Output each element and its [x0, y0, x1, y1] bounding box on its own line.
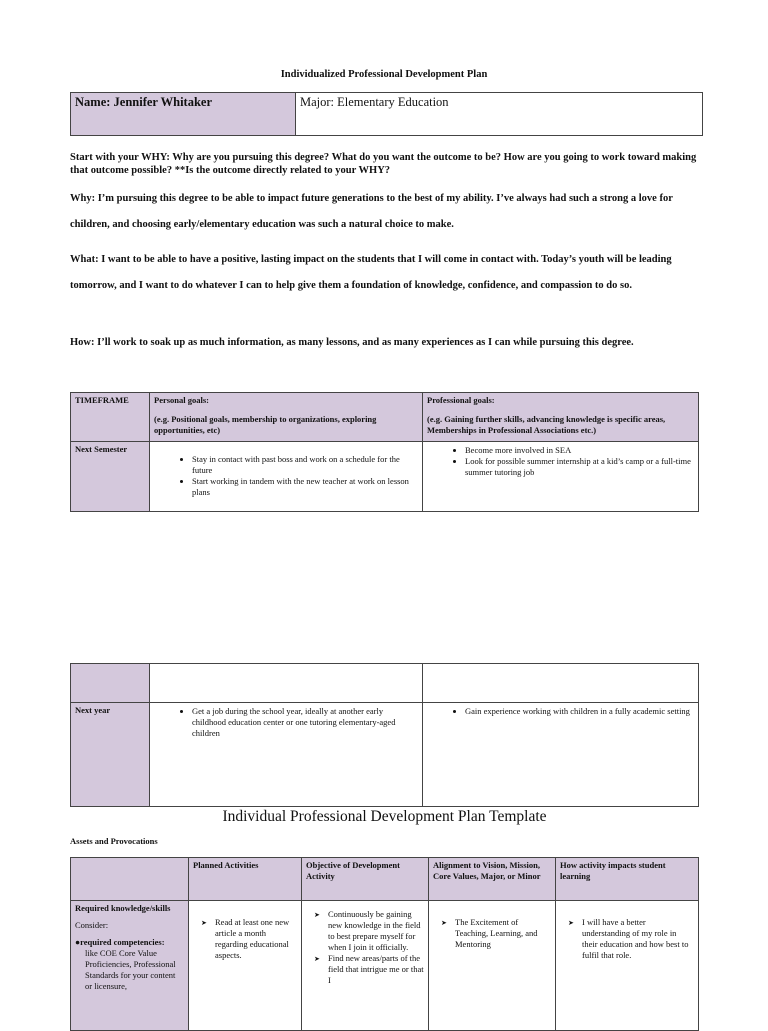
list-item: • Stay in contact with past boss and work on a schedule for the future	[192, 454, 418, 476]
list-item: • Start working in tandem with the new teacher at work on lesson plans	[192, 476, 418, 498]
list-item: ➤ The Excitement of Teaching, Learning, and Mentoring	[455, 917, 551, 950]
required-knowledge-label: Required knowledge/skills	[75, 903, 171, 913]
personal-goals-example: (e.g. Positional goals, membership to organizations, exploring opportunities, etc)	[154, 414, 377, 435]
list-item: • Gain experience working with children in a fully academic setting	[465, 706, 694, 717]
required-competencies: ●required competencies:	[75, 937, 165, 947]
header-alignment: Alignment to Vision, Mission, Core Values, Major, or Minor	[429, 858, 556, 901]
next-semester-label: Next Semester	[71, 442, 150, 512]
empty-cell	[423, 664, 699, 703]
timeframe-header: TIMEFRAME	[71, 393, 150, 442]
competencies-detail: like COE Core Value Proficiencies, Professional Standards for your content or licensure,	[85, 948, 176, 991]
goals-table-continued	[70, 663, 699, 807]
why-prompt: Start with your WHY: Why are you pursuing this degree? What do you want the outcome to be? How are you going to work toward making that outcome possible? **Is the outcome directly related to your WHY?	[70, 152, 697, 176]
assets-heading: Assets and Provocations	[70, 836, 158, 846]
student-name: Name: Jennifer Whitaker	[71, 93, 296, 136]
header-student-impact: How activity impacts student learning	[556, 858, 699, 901]
list-item: ➤ Read at least one new article a month regarding educational aspects.	[215, 917, 297, 961]
next-semester-professional	[423, 442, 699, 512]
list-item: ➤ I will have a better understanding of my role in their education and how best to fulfil that role.	[582, 917, 694, 961]
alignment-cell	[429, 901, 556, 1031]
empty-cell	[150, 664, 423, 703]
goals-table	[70, 392, 699, 512]
required-knowledge-cell	[71, 901, 189, 1031]
professional-goals-header	[423, 393, 699, 442]
document-title: Individualized Professional Development Plan	[280, 69, 488, 80]
development-template-table	[70, 857, 699, 1031]
list-item: • Look for possible summer internship at a kid’s camp or a full-time summer tutoring job	[465, 456, 694, 478]
name-major-table	[70, 92, 703, 136]
list-item: • Get a job during the school year, ideally at another early childhood education center or one tutoring elementary-aged children	[192, 706, 418, 739]
why-statement: Why: I’m pursuing this degree to be able to impact future generations to the best of my ability. I’ve always had such a strong a love for children, and choosing early/elementary education was such a natural choice to make.	[70, 193, 673, 230]
header-planned-activities: Planned Activities	[189, 858, 302, 901]
empty-cell	[71, 664, 150, 703]
planned-activities-cell	[189, 901, 302, 1031]
next-year-professional	[423, 703, 699, 807]
how-statement: How: I’ll work to soak up as much information, as many lessons, and as many experiences as I can while pursuing this degree.	[70, 337, 634, 348]
next-semester-personal	[150, 442, 423, 512]
student-major: Major: Elementary Education	[296, 93, 703, 136]
consider-label: Consider:	[75, 920, 109, 930]
header-blank	[71, 858, 189, 901]
personal-goals-header	[150, 393, 423, 442]
next-year-personal	[150, 703, 423, 807]
what-statement: What: I want to be able to have a positive, lasting impact on the students that I will come in contact with. Today’s youth will be leading tomorrow, and I want to do whatever I can to help give them a foundation of knowledge, confidence, and compassion to do so.	[70, 254, 672, 291]
professional-goals-label: Professional goals:	[427, 395, 495, 405]
impact-cell	[556, 901, 699, 1031]
professional-goals-example: (e.g. Gaining further skills, advancing knowledge is specific areas, Memberships in Professional Associations etc.)	[427, 414, 666, 435]
personal-goals-label: Personal goals:	[154, 395, 210, 405]
list-item: ➤ Continuously be gaining new knowledge in the field to best prepare myself for when I join it officially.	[328, 909, 424, 953]
template-title: Individual Professional Development Plan Template	[222, 808, 547, 825]
list-item: ➤ Find new areas/parts of the field that intrigue me or that I	[328, 953, 424, 986]
header-objective: Objective of Development Activity	[302, 858, 429, 901]
objective-cell	[302, 901, 429, 1031]
next-year-label: Next year	[71, 703, 150, 807]
list-item: • Become more involved in SEA	[465, 445, 694, 456]
